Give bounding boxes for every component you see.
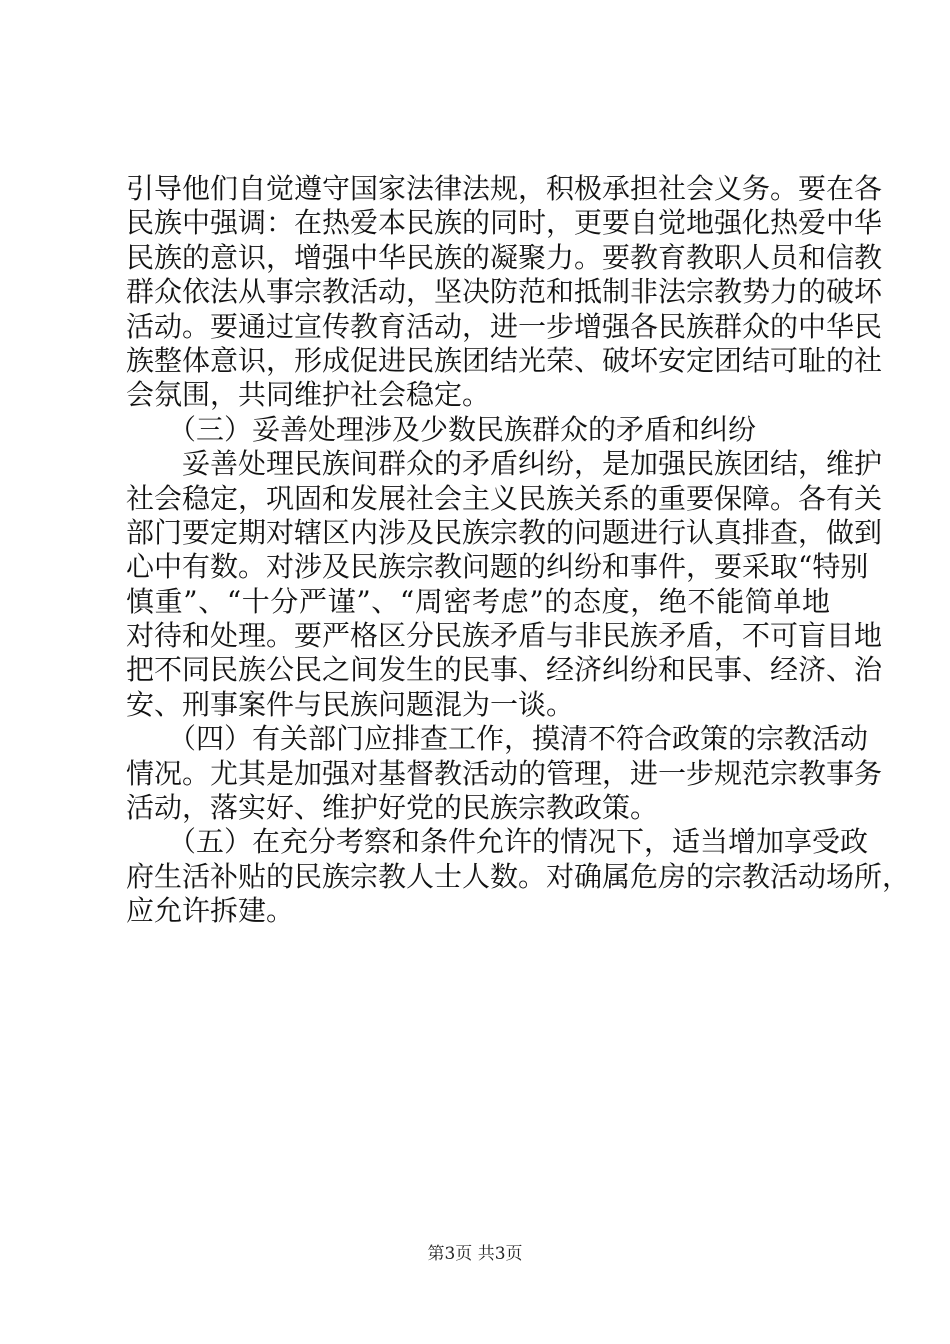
text-line: 民族的意识，增强中华民族的凝聚力。要教育教职人员和信教 (126, 240, 883, 274)
text-line: 应允许拆建。 (126, 894, 295, 928)
text-line: 慎重”、“十分严谨”、“周密考虑”的态度，绝不能简单地 (126, 584, 830, 618)
text-line: 部门要定期对辖区内涉及民族宗教的问题进行认真排查，做到 (126, 515, 883, 549)
page-footer (0, 1244, 950, 1264)
text-line: 心中有数。对涉及民族宗教问题的纠纷和事件，要采取“特别 (126, 550, 869, 584)
text-line: 安、刑事案件与民族问题混为一谈。 (126, 687, 575, 721)
text-line: 族整体意识，形成促进民族团结光荣、破坏安定团结可耻的社 (126, 343, 883, 377)
text-line: 情况。尤其是加强对基督教活动的管理，进一步规范宗教事务 (126, 756, 883, 790)
text-line: 府生活补贴的民族宗教人士人数。对确属危房的宗教活动场所， (126, 859, 911, 893)
section-heading: （四）有关部门应排查工作，摸清不符合政策的宗教活动 (126, 722, 869, 756)
text-line: 活动，落实好、维护好党的民族宗教政策。 (126, 791, 659, 825)
section-heading: （五）在充分考察和条件允许的情况下，适当增加享受政 (126, 825, 869, 859)
text-line: 社会稳定，巩固和发展社会主义民族关系的重要保障。各有关 (126, 481, 883, 515)
text-line: 会氛围，共同维护社会稳定。 (126, 378, 491, 412)
text-line: 群众依法从事宗教活动，坚决防范和抵制非法宗教势力的破坏 (126, 275, 883, 309)
text-line: 妥善处理民族间群众的矛盾纠纷，是加强民族团结，维护 (126, 447, 883, 481)
document-body (126, 172, 911, 929)
text-line: 引导他们自觉遵守国家法律法规，积极承担社会义务。要在各 (126, 172, 883, 205)
page-number: 第3页 共3页 (427, 1244, 523, 1264)
text-line: 民族中强调：在热爱本民族的同时，更要自觉地强化热爱中华 (126, 206, 883, 240)
text-line: 把不同民族公民之间发生的民事、经济纠纷和民事、经济、治 (126, 653, 883, 687)
text-line: 活动。要通过宣传教育活动，进一步增强各民族群众的中华民 (126, 309, 883, 343)
text-line: 对待和处理。要严格区分民族矛盾与非民族矛盾，不可盲目地 (126, 619, 883, 653)
section-heading: （三）妥善处理涉及少数民族群众的矛盾和纠纷 (126, 412, 757, 446)
